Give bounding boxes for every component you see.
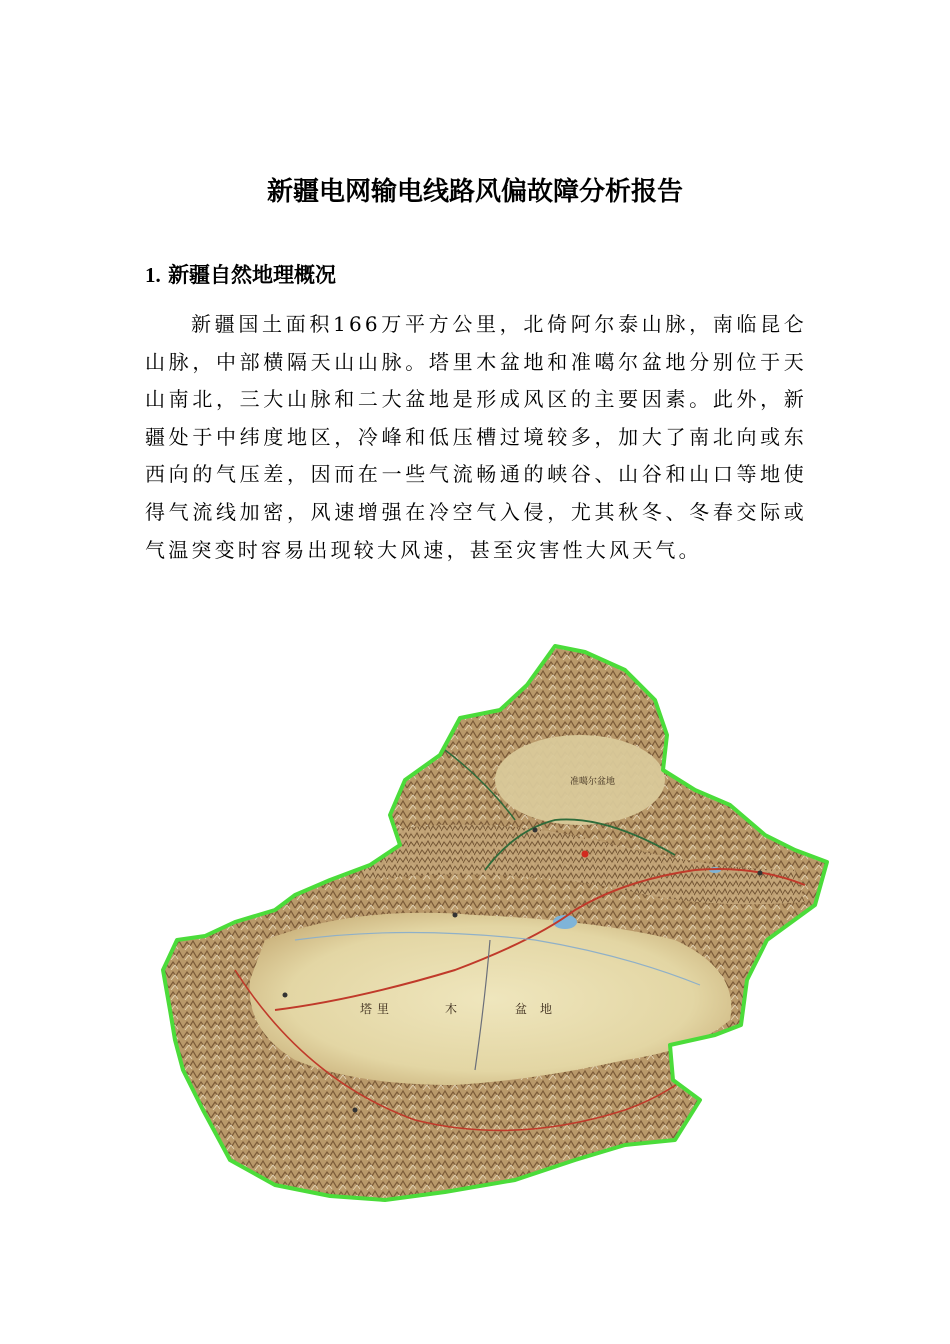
section-number: 1. (145, 263, 161, 287)
section-paragraph: 新疆国土面积166万平方公里，北倚阿尔泰山脉，南临昆仑山脉，中部横隔天山山脉。塔里木盆地和准噶尔盆地分别位于天山南北，三大山脉和二大盆地是形成风区的主要因素。此外，新疆处于中纬度地区，冷峰和低压槽过境较多，加大了南北向或东西向的气压差，因而在一些气流畅通的峡谷、山谷和山口等地使得气流线加密，风速增强在冷空气入侵，尤其秋冬、冬春交际或气温突变时容易出现较大风速，甚至灾害性大风天气。 (145, 312, 807, 562)
xinjiang-relief-map (155, 640, 845, 1210)
document-title: 新疆电网输电线路风偏故障分析报告 (266, 177, 683, 207)
map-svg (155, 640, 845, 1210)
tarim-label-4: 盆 (515, 1002, 528, 1016)
section-heading (145, 258, 336, 292)
tarim-label-5: 地 (540, 1002, 553, 1016)
section-heading-text: 新疆自然地理概况 (168, 262, 337, 287)
junggar-basin-label: 准噶尔盆地 (570, 777, 616, 787)
tarim-label-1: 塔 (360, 1002, 373, 1016)
map-terrain (155, 640, 845, 1210)
tarim-label-3: 木 (445, 1002, 458, 1016)
tarim-label-2: 里 (377, 1002, 390, 1016)
